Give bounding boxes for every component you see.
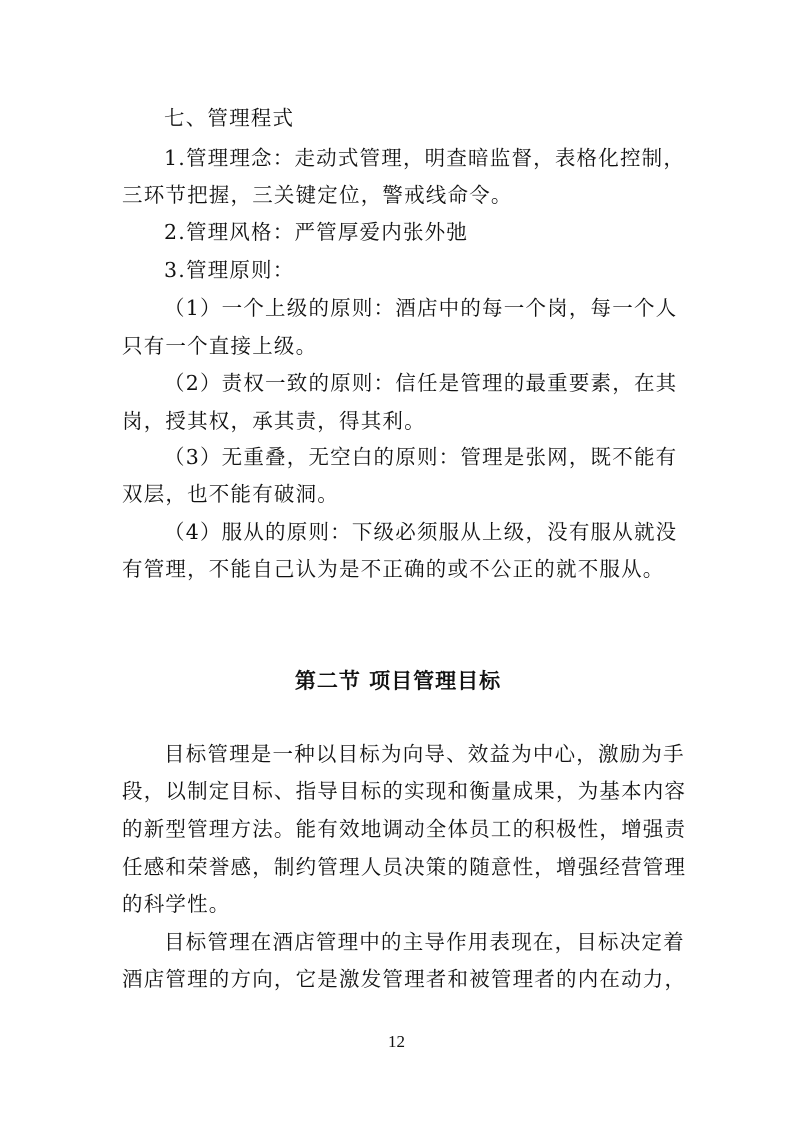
principle-2-line2: 岗，授其权，承其责，得其利。 xyxy=(122,409,426,433)
item1-line2: 三环节把握，三关键定位，警戒线命令。 xyxy=(122,183,513,207)
principle-4-line1: （4）服从的原则：下级必须服从上级，没有服从就没 xyxy=(164,520,678,544)
principle-2-line1: （2）责权一致的原则：信任是管理的最重要素，在其 xyxy=(164,371,678,395)
para2-line1: 目标管理在酒店管理中的主导作用表现在，目标决定着 xyxy=(164,930,685,954)
item2: 2.管理风格：严管厚爱内张外弛 xyxy=(164,220,469,244)
para1-line1: 目标管理是一种以目标为向导、效益为中心，激励为手 xyxy=(164,742,685,766)
principle-3-line1: （3）无重叠，无空白的原则：管理是张网，既不能有 xyxy=(164,445,678,469)
para1-line4: 任感和荣誉感，制约管理人员决策的随意性，增强经营管理 xyxy=(122,855,687,879)
item3: 3.管理原则： xyxy=(164,258,295,282)
principle-1-line1: （1）一个上级的原则：酒店中的每一个岗，每一个人 xyxy=(164,296,678,320)
principle-3-line2: 双层，也不能有破洞。 xyxy=(122,482,339,506)
para1-line2: 段，以制定目标、指导目标的实现和衡量成果，为基本内容 xyxy=(122,779,687,803)
section-heading: 第二节 项目管理目标 xyxy=(294,669,502,693)
para1-line3: 的新型管理方法。能有效地调动全体员工的积极性，增强责 xyxy=(122,817,687,841)
section-title: 七、管理程式 xyxy=(164,106,295,130)
page-number: 12 xyxy=(388,1032,405,1051)
para1-line5: 的科学性。 xyxy=(122,892,231,916)
principle-1-line2: 只有一个直接上级。 xyxy=(122,334,318,358)
para2-line2: 酒店管理的方向，它是激发管理者和被管理者的内在动力， xyxy=(122,967,687,991)
item1-line1: 1.管理理念：走动式管理，明查暗监督，表格化控制， xyxy=(164,146,686,170)
principle-4-line2: 有管理，不能自己认为是不正确的或不公正的就不服从。 xyxy=(122,557,665,581)
